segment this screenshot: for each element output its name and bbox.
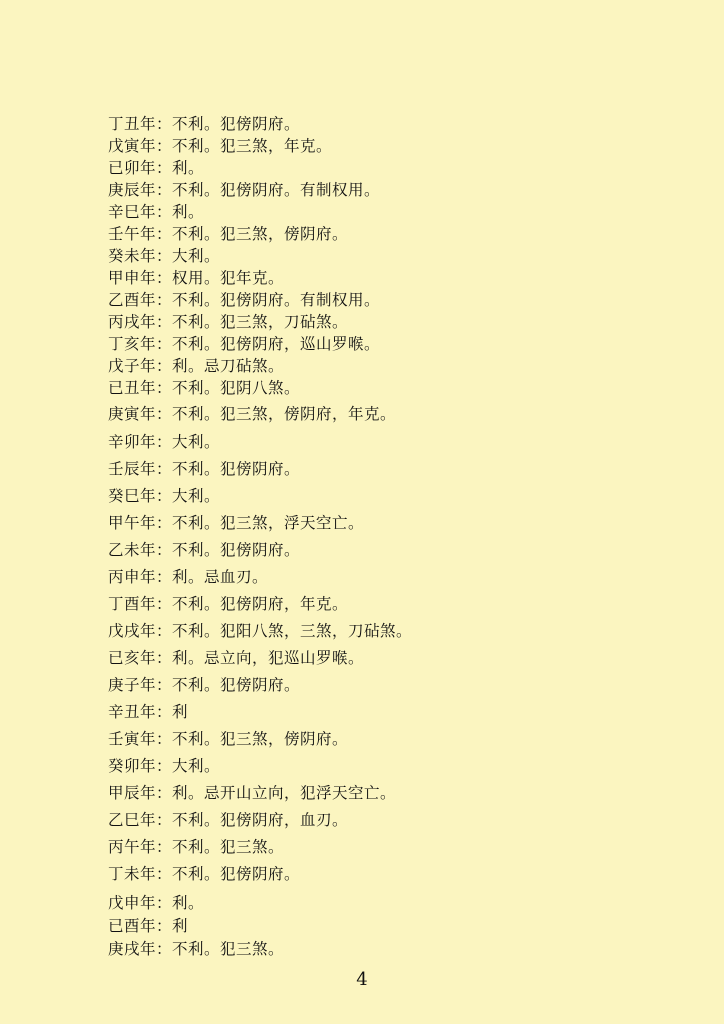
list-item: 丙申年：利。忌血刃。	[108, 568, 269, 586]
page-number: 4	[356, 969, 368, 990]
list-item: 癸卯年：大利。	[108, 757, 221, 775]
list-item: 甲申年：权用。犯年克。	[108, 269, 285, 287]
list-item: 癸巳年：大利。	[108, 487, 221, 505]
list-item: 乙巳年：不利。犯傍阴府，血刃。	[108, 811, 349, 829]
list-item: 甲辰年：利。忌开山立向，犯浮天空亡。	[108, 784, 397, 802]
list-item: 已卯年：利。	[108, 159, 205, 177]
list-item: 乙未年：不利。犯傍阴府。	[108, 541, 301, 559]
list-item: 壬午年：不利。犯三煞，傍阴府。	[108, 225, 349, 243]
list-item: 辛丑年：利	[108, 703, 189, 721]
list-item: 丙午年：不利。犯三煞。	[108, 838, 285, 856]
list-item: 已酉年：利	[108, 917, 189, 935]
list-item: 已亥年：利。忌立向，犯巡山罗喉。	[108, 649, 365, 667]
list-item: 庚子年：不利。犯傍阴府。	[108, 676, 301, 694]
list-item: 壬辰年：不利。犯傍阴府。	[108, 460, 301, 478]
list-item: 庚戌年：不利。犯三煞。	[108, 940, 285, 958]
list-item: 辛巳年：利。	[108, 203, 205, 221]
list-item: 丙戌年：不利。犯三煞，刀砧煞。	[108, 313, 349, 331]
list-item: 庚寅年：不利。犯三煞，傍阴府，年克。	[108, 405, 397, 423]
list-item: 庚辰年：不利。犯傍阴府。有制权用。	[108, 181, 381, 199]
list-item: 丁丑年：不利。犯傍阴府。	[108, 115, 301, 133]
list-item: 辛卯年：大利。	[108, 433, 221, 451]
list-item: 癸未年：大利。	[108, 247, 221, 265]
list-item: 丁未年：不利。犯傍阴府。	[108, 865, 301, 883]
list-item: 丁亥年：不利。犯傍阴府，巡山罗喉。	[108, 335, 381, 353]
list-item: 甲午年：不利。犯三煞，浮天空亡。	[108, 514, 365, 532]
list-item: 戊子年：利。忌刀砧煞。	[108, 357, 285, 375]
list-item: 戊戌年：不利。犯阳八煞，三煞，刀砧煞。	[108, 622, 413, 640]
list-item: 已丑年：不利。犯阴八煞。	[108, 379, 301, 397]
list-item: 戊申年：利。	[108, 894, 205, 912]
list-item: 壬寅年：不利。犯三煞，傍阴府。	[108, 730, 349, 748]
list-item: 戊寅年：不利。犯三煞，年克。	[108, 137, 333, 155]
list-item: 丁酉年：不利。犯傍阴府，年克。	[108, 595, 349, 613]
list-item: 乙酉年：不利。犯傍阴府。有制权用。	[108, 291, 381, 309]
